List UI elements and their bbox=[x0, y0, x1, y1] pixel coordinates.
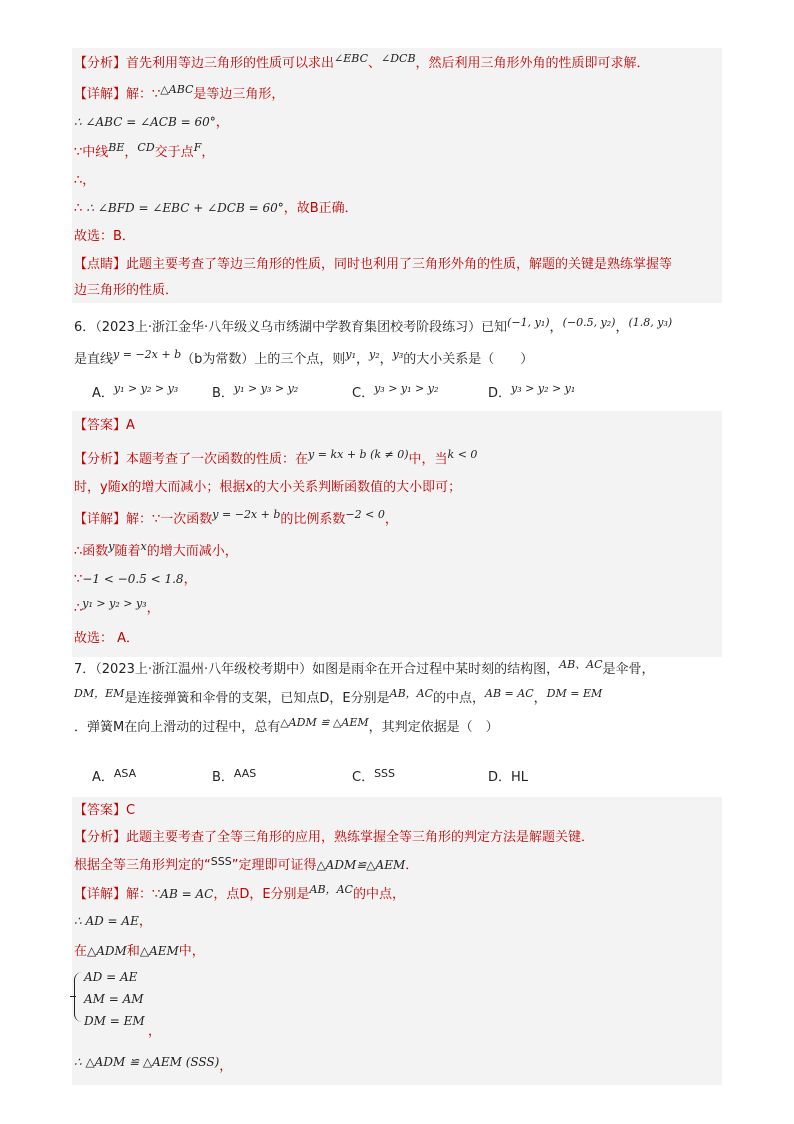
q7-answer: 【答案】C bbox=[74, 803, 136, 818]
q6-option-a[interactable]: A．$^{y_1 > y_2 > y_3}$ bbox=[92, 382, 179, 401]
system-eq-1: AD = AE bbox=[84, 970, 138, 984]
analysis-tag: 【分析】 bbox=[74, 56, 127, 71]
q6-step-decreasing: ∴函数$^y$随着$^x$的增大而减小， bbox=[74, 540, 238, 559]
system-brace bbox=[74, 972, 83, 1022]
system-eq-3: DM = EM bbox=[84, 1014, 145, 1028]
q5-step-therefore: ∴， bbox=[74, 173, 96, 188]
q6-option-d[interactable]: D．$^{y_3 > y_2 > y_1}$ bbox=[488, 382, 576, 401]
q6-analysis: 【分析】本题考查了一次函数的性质：在$^{y = kx + b (k \ne 0)}$中，当$^{k < 0}$ bbox=[74, 448, 478, 467]
q7-conclusion: ∴ △ADM ≌ △AEM (SSS)， bbox=[74, 1055, 233, 1074]
system-end-punct: ， bbox=[148, 1024, 162, 1039]
q5-comment-cont: 边三角形的性质． bbox=[74, 283, 179, 298]
q7-question-head: 7．（2023上·浙江温州·八年级校考期中）如图是雨伞在开合过程中某时刻的结构图，$^{AB、AC}$是伞骨， bbox=[74, 658, 655, 677]
comment-tag: 【点睛】 bbox=[74, 257, 127, 272]
q7-option-d[interactable]: D．HL bbox=[488, 770, 529, 785]
q7-option-a[interactable]: A．$^{ASA}$ bbox=[92, 767, 137, 785]
q6-option-c[interactable]: C．$^{y_3 > y_1 > y_2}$ bbox=[352, 382, 439, 401]
q7-analysis-cont: 根据全等三角形判定的“$^{SSS}$”定理即可证得△ADM≌△AEM． bbox=[74, 855, 419, 873]
q5-step-median: ∵中线$^{BE}$，$^{CD}$交于点$^F$， bbox=[74, 141, 215, 160]
system-eq-2: AM = AM bbox=[84, 992, 144, 1006]
q7-step-in-triangles: 在△ADM和△AEM中， bbox=[74, 944, 205, 959]
q7-question-body: $^{DM,EM}$是连接弹簧和伞骨的支架，已知点D，E分别是$^{AB,AC}$的中点，$^{AB = AC}$，$^{DM = EM}$ bbox=[74, 687, 603, 706]
q6-question-body: 是直线$^{y = -2x + b}$（b为常数）上的三个点，则$^{y_1}$，$^{y_2}$，$^{y_3}$的大小关系是（ ） bbox=[74, 348, 534, 367]
detail-tag: 【详解】 bbox=[74, 512, 127, 527]
analysis-tag: 【分析】 bbox=[74, 452, 127, 467]
q5-step-bfd: ∴ ∴ ∠BFD = ∠EBC + ∠DCB = 60°，故B正确． bbox=[74, 201, 358, 216]
system-brace-tip bbox=[70, 996, 76, 997]
q5-detail: 【详解】解：∵$^{\triangle ABC}$是等边三角形， bbox=[74, 83, 285, 102]
q6-final-answer: 故选： A． bbox=[74, 631, 140, 646]
detail-tag: 【详解】 bbox=[74, 887, 127, 902]
answer-tag: 【答案】 bbox=[74, 418, 127, 433]
q6-analysis-cont: 时，y随x的增大而减小；根据x的大小关系判断函数值的大小即可； bbox=[74, 480, 462, 495]
q6-answer: 【答案】A bbox=[74, 418, 135, 433]
q5-comment: 【点睛】此题主要考查了等边三角形的性质，同时也利用了三角形外角的性质，解题的关键是熟练掌握等 bbox=[74, 257, 673, 272]
q6-option-b[interactable]: B．$^{y_1 > y_3 > y_2}$ bbox=[212, 382, 299, 401]
q7-option-c[interactable]: C．$^{SSS}$ bbox=[352, 767, 396, 785]
q6-question-head: 6．（2023上·浙江金华·八年级义乌市绣湖中学教育集团校考阶段练习）已知$^{(-1, y_1)}$，$^{(-0.5, y_2)}$，$^{(1.8, y_3)}$ bbox=[74, 316, 673, 335]
q7-question-tail: ．弹簧M在向上滑动的过程中，总有$^{\triangle ADM ≌ \triangle AEM}$，其判定依据是（ ） bbox=[74, 716, 499, 735]
q7-step-ad-ae: ∴ AD = AE， bbox=[74, 914, 152, 929]
q5-step-angles: ∴ ∠ABC = ∠ACB = 60°， bbox=[74, 115, 229, 130]
q5-analysis: 【分析】首先利用等边三角形的性质可以求出$^{\angle EBC}$、$^{\angle DCB}$，然后利用三角形外角的性质即可求解． bbox=[74, 52, 650, 71]
answer-tag: 【答案】 bbox=[74, 803, 127, 818]
analysis-tag: 【分析】 bbox=[74, 830, 127, 845]
q6-detail: 【详解】解：∵一次函数$^{y = -2x + b}$的比例系数$^{-2 < 0}$， bbox=[74, 508, 398, 527]
q6-step-inequality: ∵−1 < −0.5 < 1.8， bbox=[74, 572, 197, 587]
q7-option-b[interactable]: B．$^{AAS}$ bbox=[212, 767, 257, 785]
detail-tag: 【详解】 bbox=[74, 87, 127, 102]
q6-step-result: ∴$^{y_1 > y_2 > y_3}$， bbox=[74, 597, 160, 616]
q5-answer: 故选：B． bbox=[74, 229, 135, 244]
q7-analysis: 【分析】此题主要考查了全等三角形的应用，熟练掌握全等三角形的判定方法是解题关键． bbox=[74, 830, 595, 845]
q7-detail: 【详解】解：∵AB = AC，点D，E分别是$^{AB,AC}$的中点， bbox=[74, 883, 405, 902]
